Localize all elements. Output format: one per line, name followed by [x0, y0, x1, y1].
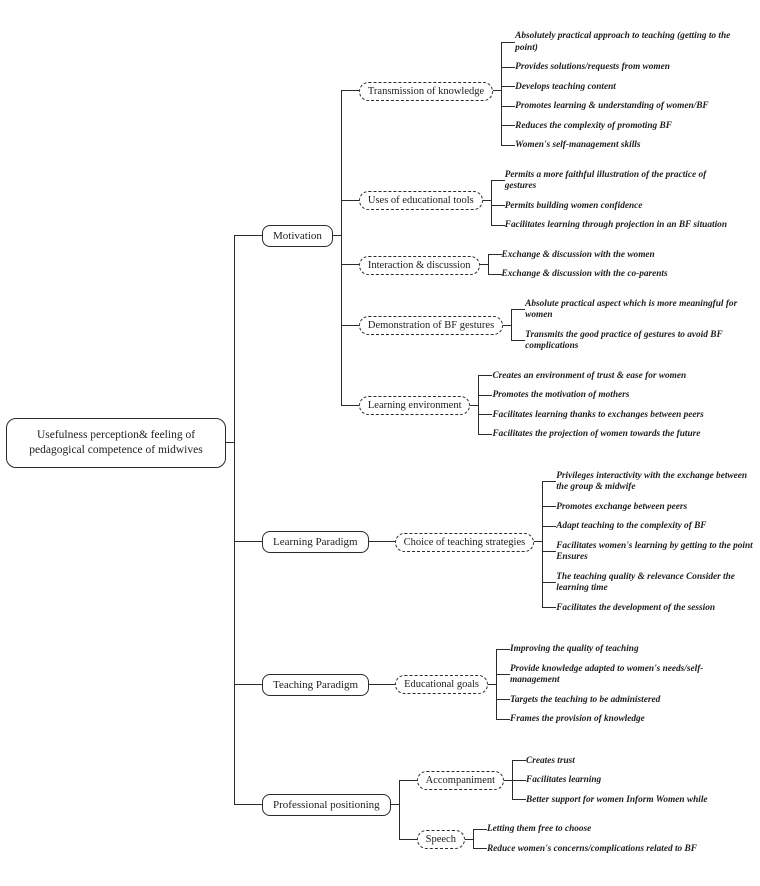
- root-node-group: [6, 16, 760, 870]
- leaf-text: Creates an environment of trust & ease for women: [492, 370, 687, 381]
- leaf-text: Improving the quality of teaching: [510, 644, 639, 654]
- leaf-text: Facilitates learning: [526, 775, 602, 785]
- leaf-text: Absolutely practical approach to teaching (getting to the point): [515, 31, 731, 53]
- children-column: [377, 635, 760, 735]
- node-uses-of-educational-tools: Uses of educational tools: [359, 191, 483, 210]
- leaf-text: Women's self-management skills: [515, 140, 641, 150]
- leaf-row: [488, 265, 760, 285]
- node-label-wrap: [359, 82, 493, 101]
- leaf-text: Develops teaching content: [515, 81, 616, 92]
- node-professional-positioning: Professional positioning: [262, 794, 391, 816]
- leaf-row: [496, 640, 760, 660]
- leaf-row: [501, 27, 760, 58]
- node-label-wrap: [417, 771, 504, 790]
- leaf-row: [501, 58, 760, 78]
- leaf-row: [478, 386, 760, 406]
- children-column: [511, 295, 760, 357]
- leaf-row: [478, 367, 760, 387]
- leaf-row: [501, 136, 760, 156]
- node-label-wrap: [6, 418, 226, 468]
- node-label-wrap: [359, 396, 471, 415]
- children-column: [488, 246, 760, 285]
- node-teaching-paradigm: Teaching Paradigm: [262, 674, 369, 696]
- leaf-text: Reduce women's concerns/complications related to BF: [486, 843, 697, 854]
- leaf-row: [512, 791, 760, 811]
- leaf-text: Permits a more faithful illustration of the practice of gestures: [504, 169, 707, 191]
- leaf-text: Absolute practical aspect which is more meaningful for women: [525, 298, 738, 320]
- node-label-wrap: [359, 256, 480, 275]
- leaf-text: Reduces the complexity of promoting BF: [515, 120, 672, 131]
- children-column: [491, 166, 760, 236]
- leaf-text: Facilitates the projection of women towards the future: [492, 429, 701, 439]
- leaf-text: Adapt teaching to the complexity of BF: [556, 521, 707, 531]
- node-group-accompaniment: [399, 747, 760, 816]
- node-label-wrap: [262, 531, 369, 553]
- leaf-text: Promotes the motivation of mothers: [492, 390, 630, 400]
- leaf-row: [542, 498, 760, 518]
- leaf-text: Letting them free to choose: [486, 824, 592, 834]
- leaf-row: [491, 166, 760, 197]
- node-motivation: Motivation: [262, 225, 333, 247]
- children-column: [512, 752, 760, 811]
- node-group-choice-of-teaching-strategies: [377, 462, 760, 624]
- leaf-row: [473, 820, 760, 840]
- leaf-row: [542, 467, 760, 498]
- leaf-text: Facilitates learning thanks to exchanges between peers: [492, 409, 704, 420]
- children-column: [496, 640, 760, 730]
- leaf-text: Privileges interactivity with the exchange between the group & midwife: [556, 470, 748, 492]
- node-group-professional-positioning: [234, 741, 760, 871]
- children-column: [399, 747, 760, 865]
- leaf-row: [511, 295, 760, 326]
- children-column: [234, 16, 760, 870]
- leaf-row: [512, 771, 760, 791]
- leaf-row: [488, 246, 760, 266]
- node-educational-goals: Educational goals: [395, 675, 488, 694]
- leaf-text: The teaching quality & relevance Consider the learning time: [556, 571, 735, 593]
- node-label-wrap: [395, 533, 535, 552]
- node-learning-environment: Learning environment: [359, 396, 471, 415]
- leaf-row: [501, 97, 760, 117]
- node-group-speech: [399, 815, 760, 864]
- node-speech: Speech: [417, 830, 465, 849]
- node-group-interaction-discussion: [341, 241, 760, 290]
- node-group-uses-of-educational-tools: [341, 161, 760, 241]
- node-accompaniment: Accompaniment: [417, 771, 504, 790]
- leaf-text: Better support for women Inform Women while: [526, 794, 708, 805]
- leaf-text: Targets the teaching to be administered: [510, 694, 661, 705]
- leaf-row: [473, 840, 760, 860]
- node-group-transmission-of-knowledge: [341, 22, 760, 161]
- leaf-text: Creates trust: [526, 755, 575, 766]
- leaf-row: [491, 197, 760, 217]
- node-group-motivation: [234, 16, 760, 456]
- leaf-row: [501, 117, 760, 137]
- leaf-row: [511, 326, 760, 357]
- node-group-demonstration-of-bf-gestures: [341, 290, 760, 362]
- node-demonstration-of-bf-gestures: Demonstration of BF gestures: [359, 316, 503, 335]
- leaf-text: Promotes exchange between peers: [556, 501, 688, 512]
- node-label-wrap: [395, 675, 488, 694]
- node-interaction-discussion: Interaction & discussion: [359, 256, 480, 275]
- node-group-learning-paradigm: [234, 456, 760, 630]
- leaf-text: Exchange & discussion with the women: [501, 249, 655, 260]
- node-choice-of-teaching-strategies: Choice of teaching strategies: [395, 533, 535, 552]
- node-group-learning-environment: [341, 362, 760, 450]
- node-label-wrap: [262, 794, 391, 816]
- leaf-row: [496, 691, 760, 711]
- leaf-text: Facilitates learning through projection in an BF situation: [504, 220, 727, 230]
- node-group-teaching-paradigm: [234, 629, 760, 741]
- leaf-text: Permits building women confidence: [504, 200, 643, 211]
- leaf-row: [542, 517, 760, 537]
- leaf-text: Provides solutions/requests from women: [515, 62, 670, 72]
- node-label-wrap: [262, 674, 369, 696]
- leaf-row: [478, 406, 760, 426]
- leaf-text: Frames the provision of knowledge: [510, 714, 645, 724]
- children-column: [542, 467, 760, 619]
- leaf-row: [501, 78, 760, 98]
- node-label-wrap: [359, 191, 483, 210]
- leaf-row: [542, 568, 760, 599]
- leaf-text: Facilitates women's learning by getting to the point Ensures: [556, 540, 753, 562]
- leaf-text: Transmits the good practice of gestures to avoid BF complications: [525, 329, 723, 351]
- children-column: [478, 367, 760, 445]
- leaf-text: Facilitates the development of the session: [556, 602, 716, 613]
- leaf-row: [478, 425, 760, 445]
- root-node: Usefulness perception& feeling of pedagogical competence of midwives: [6, 418, 226, 468]
- node-label-wrap: [262, 225, 333, 247]
- leaf-row: [512, 752, 760, 772]
- leaf-row: [496, 710, 760, 730]
- children-column: [473, 820, 760, 859]
- leaf-row: [542, 537, 760, 568]
- leaf-row: [491, 216, 760, 236]
- leaf-text: Promotes learning & understanding of women/BF: [515, 101, 709, 111]
- children-column: [501, 27, 760, 156]
- children-column: [377, 462, 760, 624]
- node-label-wrap: [417, 830, 465, 849]
- leaf-row: [496, 660, 760, 691]
- leaf-row: [542, 599, 760, 619]
- children-column: [341, 22, 760, 450]
- node-label-wrap: [359, 316, 503, 335]
- node-transmission-of-knowledge: Transmission of knowledge: [359, 82, 493, 101]
- leaf-text: Exchange & discussion with the co-parents: [501, 269, 668, 279]
- node-learning-paradigm: Learning Paradigm: [262, 531, 369, 553]
- leaf-text: Provide knowledge adapted to women's needs/self-management: [510, 663, 704, 685]
- node-group-educational-goals: [377, 635, 760, 735]
